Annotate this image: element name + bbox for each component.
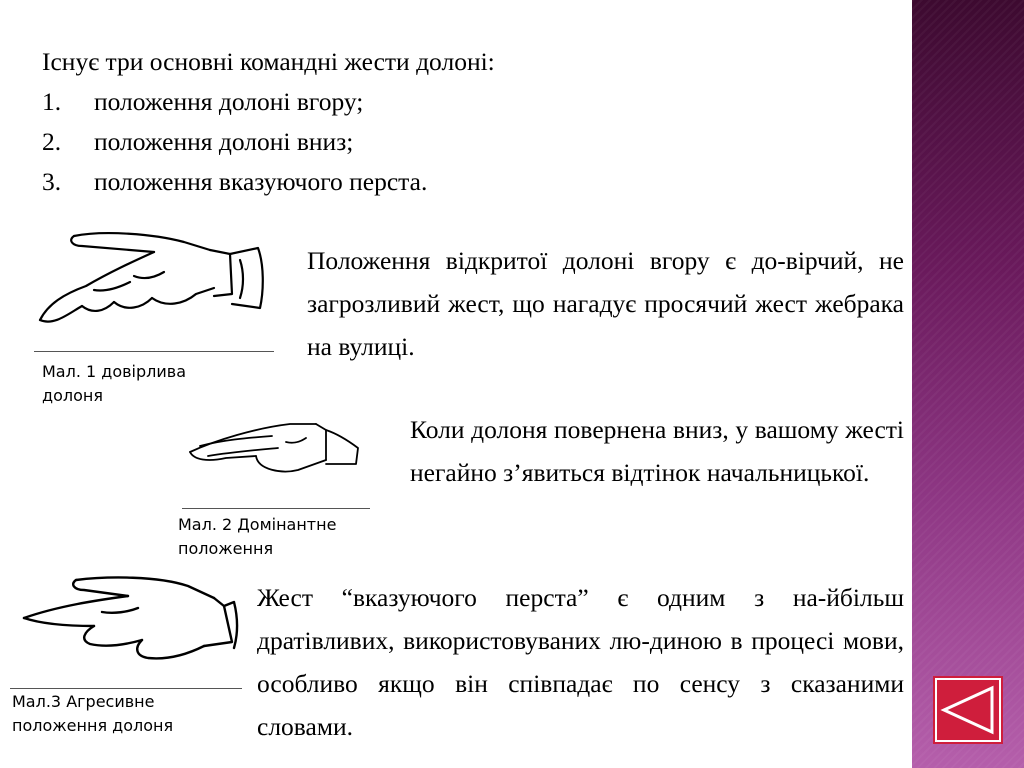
caption-line: положення xyxy=(178,539,274,558)
caption-line: Мал. 1 довірлива xyxy=(42,362,187,381)
list-item xyxy=(42,162,495,202)
back-button[interactable] xyxy=(935,678,1001,742)
intro-heading: Існує три основні командні жести долоні: xyxy=(42,47,495,76)
pointing-finger-hand-icon xyxy=(18,572,240,678)
list-item-text: положення вказуючого перста. xyxy=(94,167,428,196)
list-item-text: положення долоні вгору; xyxy=(94,87,364,116)
intro-block xyxy=(42,42,495,202)
return-triangle-icon xyxy=(937,680,999,740)
figure-caption xyxy=(12,690,173,738)
figure-description: Положення відкритої долоні вгору є до-вірчий, не загрозливий жест, що нагадує просячий жест жебрака на вулиці. xyxy=(307,246,904,361)
figure-caption xyxy=(42,360,186,408)
palm-up-hand-icon xyxy=(34,228,268,340)
caption-line: Мал. 2 Домінантне xyxy=(178,515,337,534)
palm-down-hand-icon xyxy=(186,416,364,484)
list-item xyxy=(42,122,495,162)
figure-description: Коли долоня повернена вниз, у вашому жесті негайно з’явиться відтінок начальницької. xyxy=(410,415,904,487)
list-item-text: положення долоні вниз; xyxy=(94,127,354,156)
list-item-number: 1. xyxy=(42,87,62,116)
caption-rule xyxy=(34,351,274,352)
figure-description: Жест “вказуючого перста” є одним з на-йбільш дратівливих, використовуваних лю-диною в процесі мови, особливо якщо він співпадає по сенсу з сказаними словами. xyxy=(257,583,904,741)
caption-rule xyxy=(10,688,242,689)
list-item xyxy=(42,82,495,122)
decorative-side-band xyxy=(912,0,1024,768)
list-item-number: 2. xyxy=(42,127,62,156)
caption-line: Мал.3 Агресивне xyxy=(12,692,155,711)
list-item-number: 3. xyxy=(42,167,62,196)
caption-line: положення долоня xyxy=(12,716,174,735)
figure-caption xyxy=(178,513,336,561)
caption-line: долоня xyxy=(42,386,103,405)
caption-rule xyxy=(182,508,370,509)
